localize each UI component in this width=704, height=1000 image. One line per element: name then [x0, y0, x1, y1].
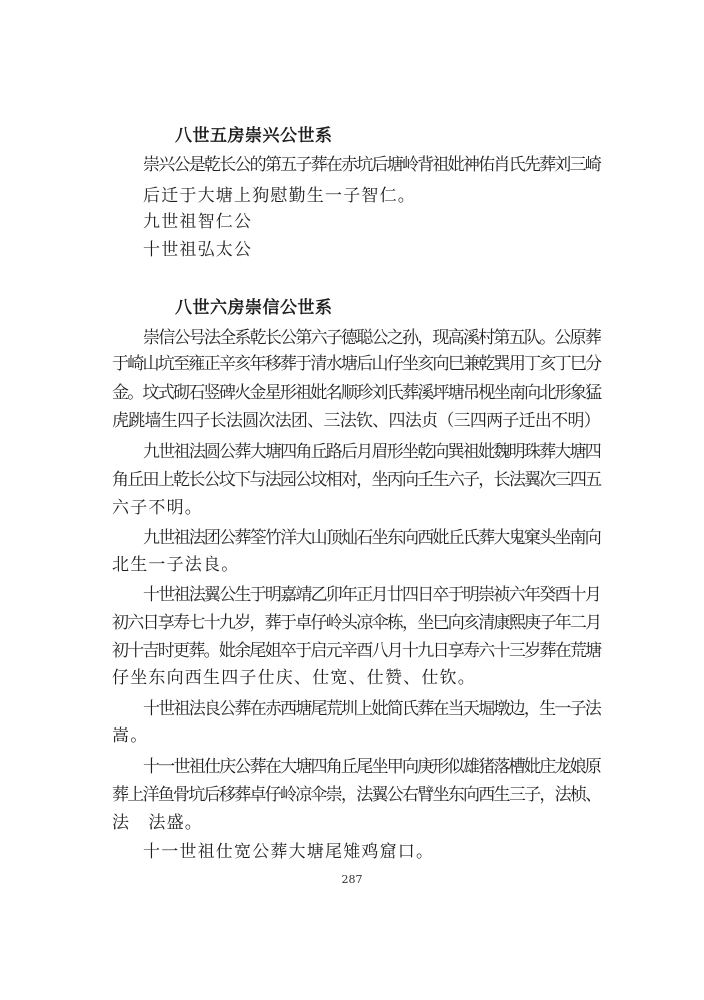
text-line: 九世祖法团公葬筌竹洋大山顶灿石坐东向西妣丘氏葬大鬼窠头坐南向: [143, 528, 600, 548]
text-line: 崇信公号法全系乾长公第六子德聪公之孙，现高溪村第五队。公原葬: [143, 328, 600, 348]
text-line: 十一世祖仕庆公葬在大塘四角丘尾坐甲向庚形似雄猪落槽妣庄龙娘原: [143, 757, 600, 777]
section-heading-chongxin: 八世六房崇信公世系: [175, 298, 333, 318]
text-line: 初十吉时更葬。妣余尾姐卒于启元辛酉八月十九日享寿六十三岁葬在荒塘: [112, 641, 601, 661]
text-line: 十世祖法翼公生于明嘉靖乙卯年正月廿四日卒于明崇祯六年癸酉十月: [143, 585, 600, 605]
text-line: 嵩。: [112, 726, 149, 746]
text-line: 葬上洋鱼骨坑后移葬卓仔岭凉伞崇，法翼公右臂坐东向西生三子，法桢、: [112, 785, 601, 805]
text-line: 初六日享寿七十九岁，葬于卓仔岭头凉伞栋，坐巳向亥清康熙庚子年二月: [112, 613, 601, 633]
text-line: 角丘田上乾长公坟下与法园公坟相对，坐丙向壬生六子，长法翼次三四五: [112, 470, 601, 490]
text-line: 仔坐东向西生四子仕庆、仕宽、仕赞、仕钦。: [112, 668, 476, 688]
text-line: 十世祖弘太公: [143, 240, 253, 260]
page-number: 287: [341, 873, 363, 886]
text-line: 后迁于大塘上狗慰勤生一子智仁。: [143, 186, 416, 206]
text-line: 六子不明。: [112, 498, 203, 518]
text-line: 北生一子法良。: [112, 555, 240, 575]
text-line: 于崎山坑至雍正辛亥年移葬于清水塘后山仔坐亥向巳兼乾巽用丁亥丁巳分: [112, 354, 601, 374]
text-line: 九世祖法圆公葬大塘四角丘路后月眉形坐乾向巽祖妣魏明珠葬大塘四: [143, 442, 600, 462]
text-line: 法 法盛。: [112, 813, 203, 833]
text-line: 虎跳墙生四子长法圆次法团、三法钦、四法贞（三四两子迁出不明）: [112, 411, 600, 431]
text-line: 十一世祖仕宽公葬大塘尾雉鸡窟口。: [143, 842, 435, 862]
text-line: 金。坟式砌石竖碑火金星形祖妣名顺珍刘氏葬溪坪塘吊枧坐南向北形象猛: [112, 383, 601, 403]
section-heading-chongxing: 八世五房崇兴公世系: [175, 126, 333, 146]
text-line: 十世祖法良公葬在赤西塘尾荒圳上妣简氏葬在当天堀墩边，生一子法: [143, 699, 600, 719]
text-line: 九世祖智仁公: [143, 212, 253, 232]
text-line: 崇兴公是乾长公的第五子葬在赤坑后塘岭背祖妣神佑肖氏先葬刘三崎: [143, 155, 600, 175]
